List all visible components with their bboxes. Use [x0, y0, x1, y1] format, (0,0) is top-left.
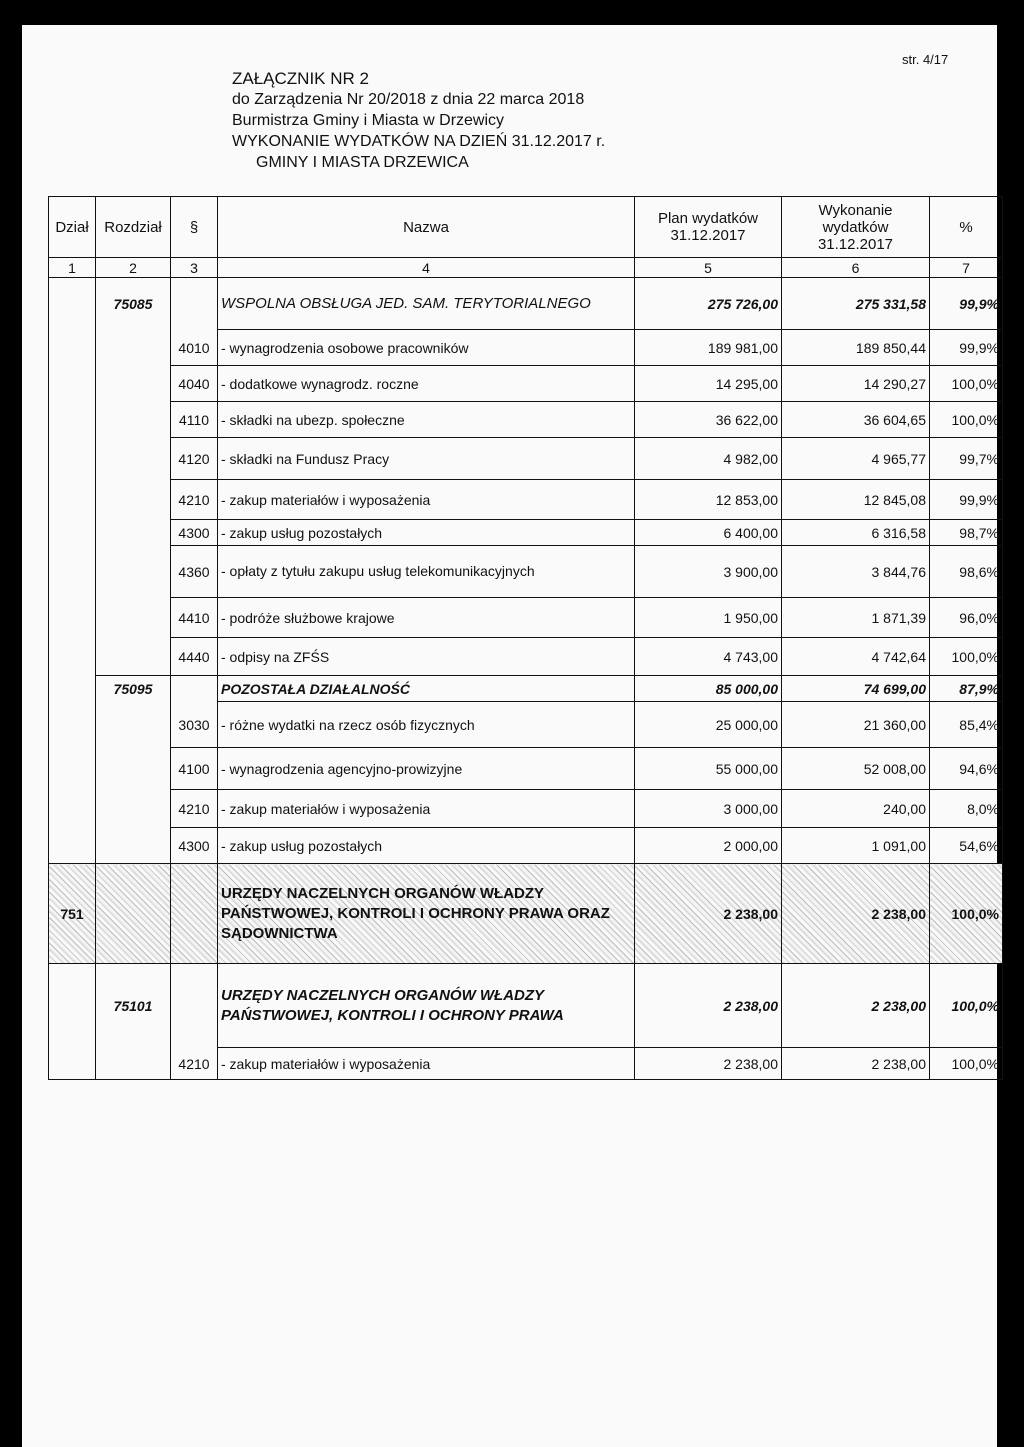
- plan-cell: 2 000,00: [635, 828, 782, 864]
- plan-cell: 2 238,00: [635, 964, 782, 1048]
- percent-cell: 100,0%: [930, 964, 1003, 1048]
- name-cell: - zakup materiałów i wyposażenia: [218, 790, 635, 828]
- dzial-cell: 751: [49, 864, 96, 964]
- executed-cell: 52 008,00: [782, 748, 930, 790]
- executed-cell: 2 238,00: [782, 864, 930, 964]
- page-number: str. 4/17: [902, 52, 949, 67]
- col-header-exec-line2: wydatków: [822, 218, 889, 236]
- rozdzial-cell: [96, 598, 171, 638]
- col-header-dzial: Dział: [49, 197, 96, 258]
- col-index: 1: [49, 258, 96, 278]
- paragraph-cell: 3030: [171, 702, 218, 748]
- rozdzial-cell: [96, 480, 171, 520]
- col-index: 5: [635, 258, 782, 278]
- plan-cell: 275 726,00: [635, 278, 782, 330]
- paragraph-cell: 4210: [171, 1048, 218, 1080]
- report-title: WYKONANIE WYDATKÓW NA DZIEŃ 31.12.2017 r.: [232, 133, 606, 150]
- rozdzial-cell: [96, 402, 171, 438]
- rozdzial-cell: 75085: [96, 278, 171, 330]
- plan-cell: 4 982,00: [635, 438, 782, 480]
- percent-cell: 87,9%: [930, 676, 1003, 702]
- name-cell: - opłaty z tytułu zakupu usług telekomunikacyjnych: [218, 546, 635, 598]
- table-row: [49, 1048, 1003, 1080]
- percent-cell: 100,0%: [930, 638, 1003, 676]
- percent-cell: 94,6%: [930, 748, 1003, 790]
- percent-cell: 99,7%: [930, 438, 1003, 480]
- dzial-cell: [49, 828, 96, 864]
- table-row: [49, 598, 1003, 638]
- rozdzial-cell: [96, 1048, 171, 1080]
- col-header-wykonanie: [782, 197, 930, 258]
- plan-cell: 2 238,00: [635, 864, 782, 964]
- dzial-cell: [49, 748, 96, 790]
- document-header: [232, 68, 605, 173]
- rozdzial-cell: [96, 638, 171, 676]
- rozdzial-cell: [96, 438, 171, 480]
- plan-cell: 25 000,00: [635, 702, 782, 748]
- expenditure-table: [48, 196, 1003, 1080]
- name-cell: URZĘDY NACZELNYCH ORGANÓW WŁADZY PAŃSTWOWEJ, KONTROLI I OCHRONY PRAWA: [218, 964, 635, 1048]
- rozdzial-cell: [96, 748, 171, 790]
- rozdzial-cell: 75095: [96, 676, 171, 702]
- percent-cell: 54,6%: [930, 828, 1003, 864]
- ordinance-reference: do Zarządzenia Nr 20/2018 z dnia 22 marca 2018: [232, 91, 585, 108]
- percent-cell: 100,0%: [930, 402, 1003, 438]
- dzial-cell: [49, 546, 96, 598]
- paragraph-cell: [171, 278, 218, 330]
- dzial-cell: [49, 402, 96, 438]
- col-header-exec-line3: 31.12.2017: [817, 235, 894, 253]
- paragraph-cell: 4210: [171, 790, 218, 828]
- table-row: [49, 402, 1003, 438]
- name-cell: - wynagrodzenia osobowe pracowników: [218, 330, 635, 366]
- paragraph-cell: 4300: [171, 828, 218, 864]
- percent-cell: 100,0%: [930, 864, 1003, 964]
- paragraph-cell: 4040: [171, 366, 218, 402]
- col-index: 4: [218, 258, 635, 278]
- paragraph-cell: 4410: [171, 598, 218, 638]
- rozdzial-cell: 75101: [96, 964, 171, 1048]
- col-index: 2: [96, 258, 171, 278]
- paragraph-cell: 4360: [171, 546, 218, 598]
- col-header-nazwa: Nazwa: [218, 197, 635, 258]
- dzial-cell: [49, 1048, 96, 1080]
- executed-cell: 1 871,39: [782, 598, 930, 638]
- executed-cell: 3 844,76: [782, 546, 930, 598]
- plan-cell: 85 000,00: [635, 676, 782, 702]
- name-cell: - zakup usług pozostałych: [218, 520, 635, 546]
- plan-cell: 36 622,00: [635, 402, 782, 438]
- name-cell: - zakup materiałów i wyposażenia: [218, 480, 635, 520]
- percent-cell: 99,9%: [930, 330, 1003, 366]
- col-header-plan-line2: 31.12.2017: [670, 227, 746, 244]
- percent-cell: 85,4%: [930, 702, 1003, 748]
- name-cell: - odpisy na ZFŚS: [218, 638, 635, 676]
- percent-cell: 99,9%: [930, 278, 1003, 330]
- table-row: [49, 828, 1003, 864]
- rozdzial-cell: [96, 330, 171, 366]
- plan-cell: 189 981,00: [635, 330, 782, 366]
- executed-cell: 12 845,08: [782, 480, 930, 520]
- name-cell: - różne wydatki na rzecz osób fizycznych: [218, 702, 635, 748]
- name-cell: URZĘDY NACZELNYCH ORGANÓW WŁADZY PAŃSTWOWEJ, KONTROLI I OCHRONY PRAWA ORAZ SĄDOWNICTWA: [218, 864, 635, 964]
- column-index-row: [49, 258, 1003, 278]
- dzial-cell: [49, 438, 96, 480]
- dzial-cell: [49, 278, 96, 330]
- percent-cell: 100,0%: [930, 1048, 1003, 1080]
- name-cell: - zakup materiałów i wyposażenia: [218, 1048, 635, 1080]
- table-row-section: [49, 864, 1003, 964]
- municipality-name: GMINY I MIASTA DRZEWICA: [256, 154, 469, 171]
- paragraph-cell: 4010: [171, 330, 218, 366]
- table-row: [49, 546, 1003, 598]
- paragraph-cell: [171, 964, 218, 1048]
- table-row: [49, 702, 1003, 748]
- plan-cell: 2 238,00: [635, 1048, 782, 1080]
- col-header-plan-line1: Plan wydatków: [657, 210, 759, 227]
- plan-cell: 12 853,00: [635, 480, 782, 520]
- col-index: 3: [171, 258, 218, 278]
- percent-cell: 98,7%: [930, 520, 1003, 546]
- rozdzial-cell: [96, 546, 171, 598]
- executed-cell: 74 699,00: [782, 676, 930, 702]
- dzial-cell: [49, 790, 96, 828]
- name-cell: - wynagrodzenia agencyjno-prowizyjne: [218, 748, 635, 790]
- executed-cell: 240,00: [782, 790, 930, 828]
- name-cell: POZOSTAŁA DZIAŁALNOŚĆ: [218, 676, 635, 702]
- plan-cell: 14 295,00: [635, 366, 782, 402]
- table-row: [49, 330, 1003, 366]
- executed-cell: 189 850,44: [782, 330, 930, 366]
- dzial-cell: [49, 598, 96, 638]
- executed-cell: 4 742,64: [782, 638, 930, 676]
- rozdzial-cell: [96, 828, 171, 864]
- paragraph-cell: 4210: [171, 480, 218, 520]
- rozdzial-cell: [96, 702, 171, 748]
- paragraph-cell: [171, 864, 218, 964]
- executed-cell: 14 290,27: [782, 366, 930, 402]
- name-cell: - zakup usług pozostałych: [218, 828, 635, 864]
- name-cell: - składki na Fundusz Pracy: [218, 438, 635, 480]
- table-row: [49, 638, 1003, 676]
- executed-cell: 1 091,00: [782, 828, 930, 864]
- percent-cell: 98,6%: [930, 546, 1003, 598]
- table-row: [49, 676, 1003, 702]
- percent-cell: 99,9%: [930, 480, 1003, 520]
- executed-cell: 6 316,58: [782, 520, 930, 546]
- table-row: [49, 520, 1003, 546]
- plan-cell: 3 000,00: [635, 790, 782, 828]
- table-row: [49, 790, 1003, 828]
- name-cell: - składki na ubezp. społeczne: [218, 402, 635, 438]
- rozdzial-cell: [96, 790, 171, 828]
- paragraph-cell: 4120: [171, 438, 218, 480]
- executed-cell: 36 604,65: [782, 402, 930, 438]
- col-header-percent: %: [930, 197, 1003, 258]
- table-row: [49, 278, 1003, 330]
- dzial-cell: [49, 520, 96, 546]
- plan-cell: 4 743,00: [635, 638, 782, 676]
- executed-cell: 21 360,00: [782, 702, 930, 748]
- table-row: [49, 964, 1003, 1048]
- name-cell: WSPOLNA OBSŁUGA JED. SAM. TERYTORIALNEGO: [218, 278, 635, 330]
- name-cell: - podróże służbowe krajowe: [218, 598, 635, 638]
- dzial-cell: [49, 330, 96, 366]
- percent-cell: 96,0%: [930, 598, 1003, 638]
- table-row: [49, 366, 1003, 402]
- col-header-paragraph: §: [171, 197, 218, 258]
- paragraph-cell: 4440: [171, 638, 218, 676]
- plan-cell: 6 400,00: [635, 520, 782, 546]
- dzial-cell: [49, 964, 96, 1048]
- table-header-row: [49, 197, 1003, 258]
- percent-cell: 8,0%: [930, 790, 1003, 828]
- rozdzial-cell: [96, 864, 171, 964]
- rozdzial-cell: [96, 366, 171, 402]
- dzial-cell: [49, 366, 96, 402]
- table-row: [49, 748, 1003, 790]
- mayor-line: Burmistrza Gminy i Miasta w Drzewicy: [232, 112, 505, 129]
- dzial-cell: [49, 676, 96, 702]
- table-row: [49, 480, 1003, 520]
- executed-cell: 4 965,77: [782, 438, 930, 480]
- executed-cell: 275 331,58: [782, 278, 930, 330]
- plan-cell: 55 000,00: [635, 748, 782, 790]
- paragraph-cell: 4300: [171, 520, 218, 546]
- executed-cell: 2 238,00: [782, 1048, 930, 1080]
- plan-cell: 1 950,00: [635, 598, 782, 638]
- percent-cell: 100,0%: [930, 366, 1003, 402]
- col-header-rozdzial: Rozdział: [96, 197, 171, 258]
- executed-cell: 2 238,00: [782, 964, 930, 1048]
- paragraph-cell: [171, 676, 218, 702]
- name-cell: - dodatkowe wynagrodz. roczne: [218, 366, 635, 402]
- annex-title: ZAŁĄCZNIK NR 2: [232, 69, 369, 88]
- col-header-exec-line1: Wykonanie: [818, 201, 893, 219]
- col-index: 6: [782, 258, 930, 278]
- col-header-plan: [635, 197, 782, 258]
- col-index: 7: [930, 258, 1003, 278]
- paragraph-cell: 4110: [171, 402, 218, 438]
- rozdzial-cell: [96, 520, 171, 546]
- dzial-cell: [49, 702, 96, 748]
- table-row: [49, 438, 1003, 480]
- dzial-cell: [49, 480, 96, 520]
- paragraph-cell: 4100: [171, 748, 218, 790]
- plan-cell: 3 900,00: [635, 546, 782, 598]
- dzial-cell: [49, 638, 96, 676]
